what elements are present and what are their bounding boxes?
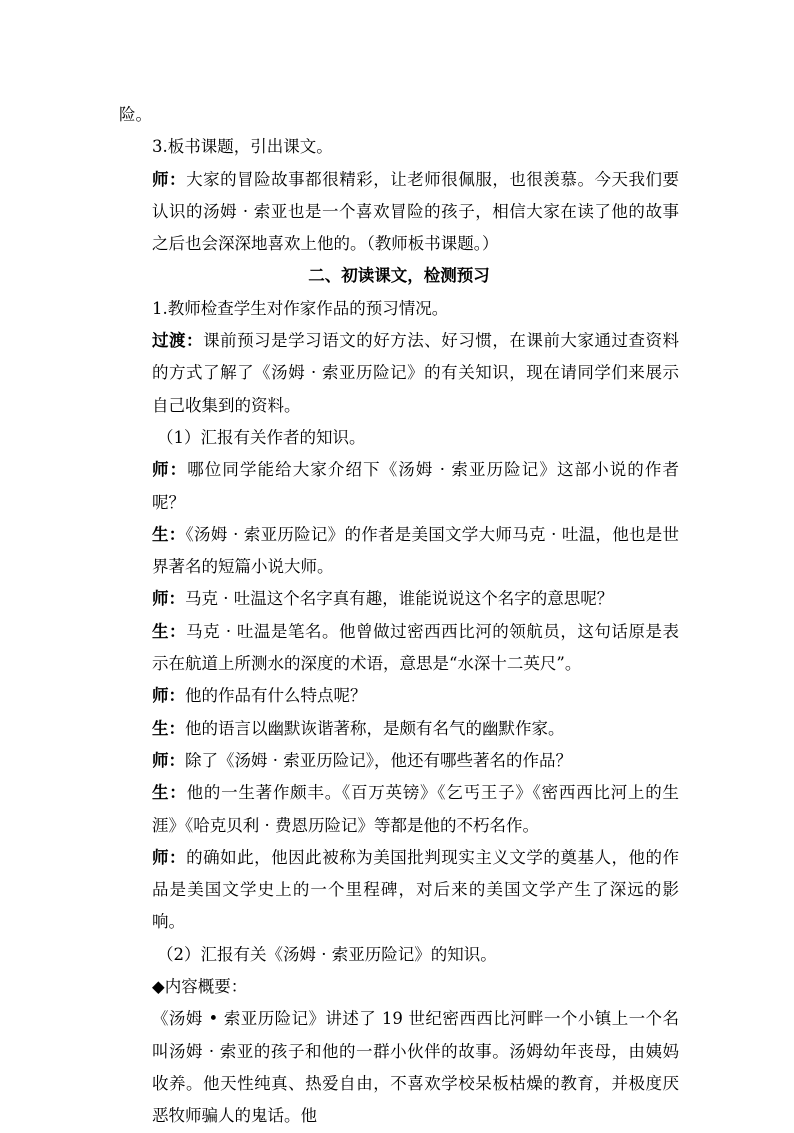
dialogue-teacher [119, 164, 679, 261]
dialogue-text: 《汤姆 · 索亚历险记》的作者是美国文学大师马克 · 吐温，他也是世界著名的短篇小说大师。 [152, 524, 679, 577]
sub-step-heading [119, 939, 679, 971]
dialogue-teacher [119, 745, 679, 777]
paragraph-text: 3.板书课题，引出课文。 [152, 137, 333, 157]
paragraph-text: ◆内容概要： [152, 977, 248, 997]
step-heading [119, 131, 679, 163]
paragraph-text: 1.教师检查学生对作家作品的预习情况。 [152, 298, 449, 318]
dialogue-text: 他的语言以幽默诙谐著称，是颇有名气的幽默作家。 [185, 718, 565, 738]
dialogue-text: 马克 · 吐温是笔名。他曾做过密西西比河的领航员，这句话原是表示在航道上所测水的深度的术语，意思是“水深十二英尺”。 [152, 621, 679, 674]
speaker-separator: ： [168, 589, 185, 609]
dialogue-text: 大家的冒险故事都很精彩，让老师很佩服，也很羡慕。今天我们要认识的汤姆 · 索亚也是一个喜欢冒险的孩子，相信大家在读了他的故事之后也会深深地喜欢上他的。（教师板书课题。） [152, 169, 680, 254]
sub-step-heading [119, 422, 679, 454]
speaker-label: 师 [152, 169, 170, 189]
speaker-label: 师 [152, 460, 170, 480]
dialogue-teacher [119, 454, 679, 519]
transition-paragraph [119, 325, 679, 422]
dialogue-student [119, 616, 679, 681]
dialogue-text: 他的作品有什么特点呢？ [185, 686, 367, 706]
bullet-heading [119, 971, 679, 1003]
speaker-separator: ： [169, 621, 187, 641]
dialogue-teacher [119, 680, 679, 712]
speaker-separator: ： [169, 169, 187, 189]
speaker-separator: ： [168, 718, 185, 738]
dialogue-student [119, 777, 679, 842]
step-heading [119, 293, 679, 325]
section-heading-text: 二、初读课文，检测预习 [308, 266, 490, 286]
speaker-label: 生 [152, 621, 170, 641]
document-body [119, 99, 679, 1133]
dialogue-teacher [119, 842, 679, 939]
dialogue-text: 的确如此，他因此被称为美国批判现实主义文学的奠基人，他的作品是美国文学史上的一个里程碑，对后来的美国文学产生了深远的影响。 [152, 847, 680, 932]
speaker-separator: ： [186, 331, 204, 351]
speaker-label: 师 [152, 686, 169, 706]
paragraph-text: 险。 [119, 105, 152, 124]
paragraph-text: （2）汇报有关《汤姆 · 索亚历险记》的知识。 [157, 944, 497, 964]
speaker-label: 过渡 [152, 331, 187, 351]
speaker-separator: ： [169, 460, 188, 480]
dialogue-student [119, 519, 679, 584]
paragraph-text: 课前预习是学习语文的好方法、好习惯，在课前大家通过查资料的方式了解了《汤姆 · 索亚历险记》的有关知识，现在请同学们来展示自己收集到的资料。 [152, 331, 680, 415]
speaker-separator: ： [169, 847, 187, 867]
speaker-label: 生 [152, 718, 169, 738]
speaker-label: 师 [152, 847, 170, 867]
speaker-separator: ： [168, 524, 186, 544]
dialogue-text: 除了《汤姆 · 索亚历险记》，他还有哪些著名的作品？ [185, 750, 572, 770]
dialogue-text: 哪位同学能给大家介绍下《汤姆 · 索亚历险记》这部小说的作者呢？ [152, 460, 679, 512]
section-heading [119, 260, 679, 292]
speaker-separator: ： [168, 750, 185, 770]
dialogue-text: 马克 · 吐温这个名字真有趣，谁能说说这个名字的意思呢？ [185, 589, 614, 609]
speaker-separator: ： [169, 783, 187, 803]
speaker-label: 师 [152, 750, 169, 770]
paragraph-text: 《汤姆 • 索亚历险记》讲述了 19 世纪密西西比河畔一个小镇上一个名叫汤姆 · 索亚的孩子和他的一群小伙伴的故事。汤姆幼年丧母，由姨妈收养。他天性纯真、热爱自由，不喜欢学校呆板枯燥的教育，并极度厌恶牧师骗人的鬼话。他 [152, 1009, 679, 1126]
paragraph-text: （1）汇报有关作者的知识。 [157, 427, 366, 447]
speaker-label: 生 [152, 783, 170, 803]
speaker-label: 师 [152, 589, 169, 609]
summary-paragraph [119, 1003, 679, 1132]
paragraph-continuation [119, 99, 679, 131]
speaker-separator: ： [168, 686, 185, 706]
speaker-label: 生 [152, 524, 169, 544]
dialogue-text: 他的一生著作颇丰。《百万英镑》《乞丐王子》《密西西比河上的生涯》《哈克贝利 · 费恩历险记》等都是他的不朽名作。 [152, 783, 680, 835]
dialogue-teacher [119, 583, 679, 615]
dialogue-student [119, 713, 679, 745]
